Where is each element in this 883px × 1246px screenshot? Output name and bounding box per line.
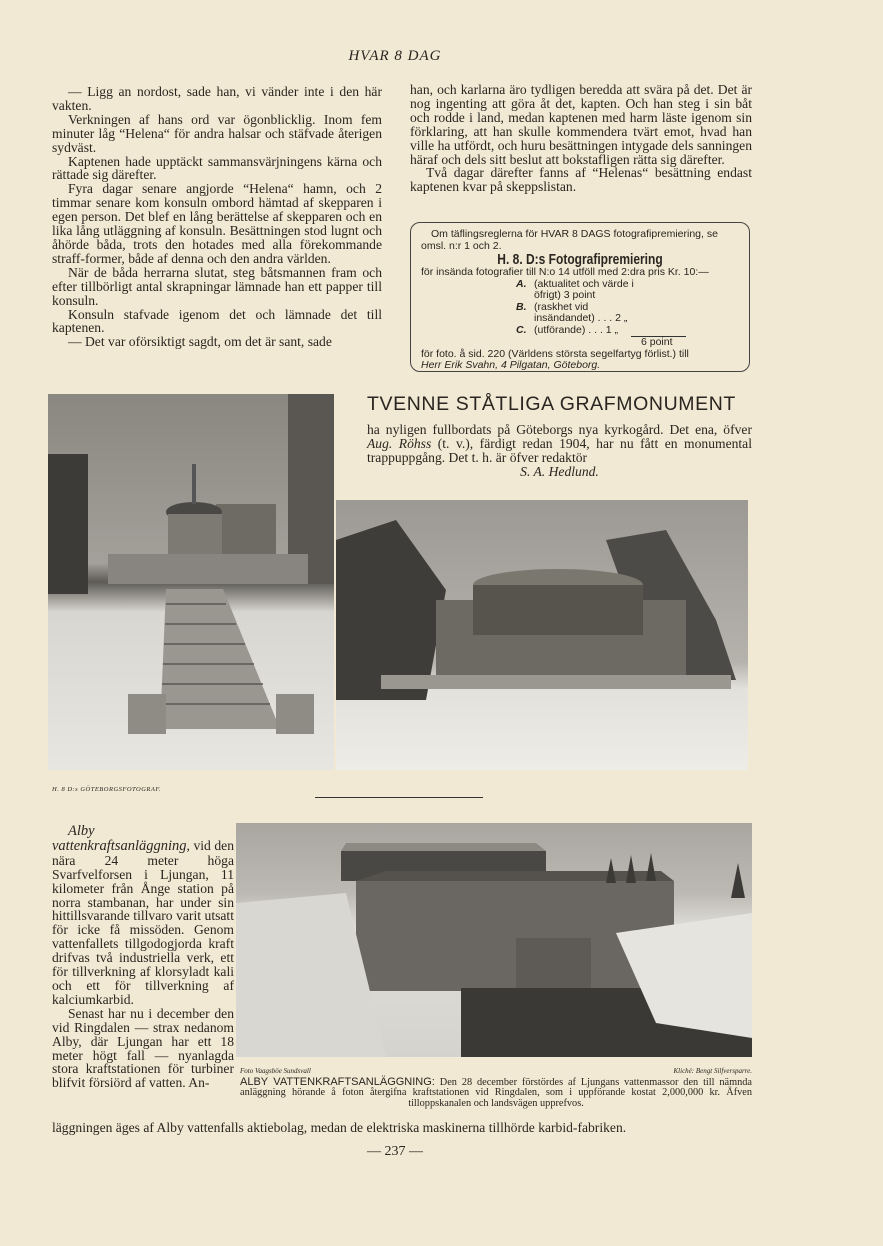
photo-hedlund-monument (336, 500, 748, 770)
monument-staircase-illustration (48, 394, 334, 770)
caption-head: ALBY VATTENKRAFTSANLÄGGNING: (240, 1075, 435, 1088)
intro-text: ha nyligen fullbordats på Göteborgs nya kyrkogård. Det ena, öfver (367, 422, 752, 437)
cliche-credit: Kliché: Bengt Silfversparre. (673, 1067, 752, 1075)
point-key: B. (516, 300, 527, 313)
name-rohss: Aug. Röhss (367, 436, 432, 451)
photo-alby-power-station (236, 823, 752, 1057)
paragraph: — Det var oförsiktigt sagdt, om det är sant, sade (68, 334, 332, 350)
article-heading: TVENNE STÅTLIGA GRAFMONUMENT (367, 393, 736, 415)
point-key: A. (516, 277, 527, 290)
intro-text: (t. v.), färdigt redan 1904, har nu fått en monumental trappuppgång. Det t. h. är öfver redaktör (367, 436, 752, 465)
name-hedlund: S. A. Hedlund. (520, 464, 599, 479)
photo-rohss-monument (48, 394, 334, 770)
photo-credit: H. 8 D:s GÖTEBORGSFOTOGRAF. (52, 786, 162, 793)
point-key: C. (516, 323, 527, 336)
alby-caption (240, 1066, 752, 1109)
rotunda-monument-illustration (336, 500, 748, 770)
story-right-column (410, 83, 752, 194)
box-intro: Om täflingsreglerna för HVAR 8 DAGS fotografipremiering, se omsl. n:r 1 och 2. (421, 228, 718, 252)
point-total: 6 point (631, 336, 686, 349)
photo-prize-box (410, 222, 750, 372)
photo-credit: Foto Vaagsböe Sundsvall (240, 1067, 311, 1075)
box-subtitle: för insända fotografier till N:o 14 utföll med 2:dra pris Kr. 10:— (421, 266, 709, 278)
points-list (516, 279, 739, 349)
point-text: (aktualitet och värde i öfrigt) 3 point (534, 277, 634, 301)
paragraph-text: , vid den nära 24 meter höga Svarfvelforsen i Ljungan, 11 kilometer från Ånge station på norra stambanan, har under sin hittillsvarande tillvaro varit utsatt för icke få missöden. Genom vattenfallets tillgodogjorda kraft drifvas två industriella verk, ett för tillverkning af klorsyladt kali och ett för tillverkning af kalciumkarbid. (52, 837, 234, 1007)
alby-column (52, 824, 234, 1090)
paragraph: Två dagar därefter fanns af “Helenas“ besättning endast kaptenen kvar på skeppslistan. (410, 165, 752, 195)
paragraph: När de båda herrarna slutat, steg båtsmannen fram och efter tillbörligt antal skrapningar lämnade han ett papper till konsuln. (52, 264, 382, 308)
paragraph: Senast har nu i december den vid Ringdalen — strax nedanom Alby, där Ljungan har ett 18 meter högt fall — nyanlagda stora kraftstationen för turbiner blifvit försiörd af vatten. An- (52, 1005, 234, 1091)
box-winner: Herr Erik Svahn, 4 Pilgatan, Göteborg. (421, 359, 601, 371)
alby-last-line: läggningen äges af Alby vattenfalls aktiebolag, medan de elektriska maskinerna tillhörde karbid-fabriken. (52, 1120, 627, 1135)
point-text: (raskhet vid insändandet) . . . 2 „ (534, 300, 628, 324)
power-station-illustration (236, 823, 752, 1057)
paragraph: — Ligg an nordost, sade han, vi vänder inte i den här vakten. (52, 84, 382, 113)
caption-text: Den 28 december förstördes af Ljungans vattenmassor den till nämnda anläggning hörande å foton återgifna kraftstationen vid Ringdalen, som i uppförande kostat 2,000,000 kr. Äfven tilloppskanalen och landsvägen upprefvos. (240, 1076, 753, 1109)
box-title: H. 8. D:s Fotografipremiering (497, 251, 663, 268)
monument-intro (367, 423, 752, 479)
page-number: — 237 — (367, 1144, 423, 1159)
divider (315, 797, 483, 798)
box-footer: för foto. å sid. 220 (Världens största segelfartyg förlist.) till (421, 347, 689, 360)
story-left-column (52, 85, 382, 349)
paragraph: Konsuln stafvade igenom det och lämnade det till kaptenen. (52, 306, 382, 336)
paragraph: Fyra dagar senare angjorde “Helena“ hamn, och 2 timmar senare kom konsuln ombord hämtad af skepparen i egen person. Det blef en lång berättelse af skepparen och en lika lång utläggning af konsuln. Besättningen stod lugnt och åhörde båda, trots den hotades med alla förekommande straff-former, både af denna och den andra världen. (52, 181, 382, 266)
point-text: (utförande) . . . 1 „ (534, 323, 619, 336)
paragraph: Verkningen af hans ord var ögonblicklig. Inom fem minuter låg “Helena“ för andra halsar och stäfvade återigen sydväst. (52, 111, 382, 155)
running-header: HVAR 8 DAG (348, 48, 442, 64)
paragraph: Kaptenen hade upptäckt sammansvärjningens kärna och rättade sig därefter. (52, 153, 382, 183)
paragraph: han, och karlarna äro tydligen beredda att svära på det. Det är nog ingenting att göra åt det, kapten. Och han steg i sin båt och rodde i land, medan kaptenen med harm läste igenom sin förklaring, att han skulle kommendera tvärt emot, hvad han ville ha utfördt, och huru besättningen intygade dels sanningen häraf och dels sitt beslut att bokstafligen rätta sig därefter. (410, 82, 752, 167)
alby-title: Alby vattenkraftsanläggning (52, 823, 187, 854)
paragraph (52, 824, 234, 1007)
